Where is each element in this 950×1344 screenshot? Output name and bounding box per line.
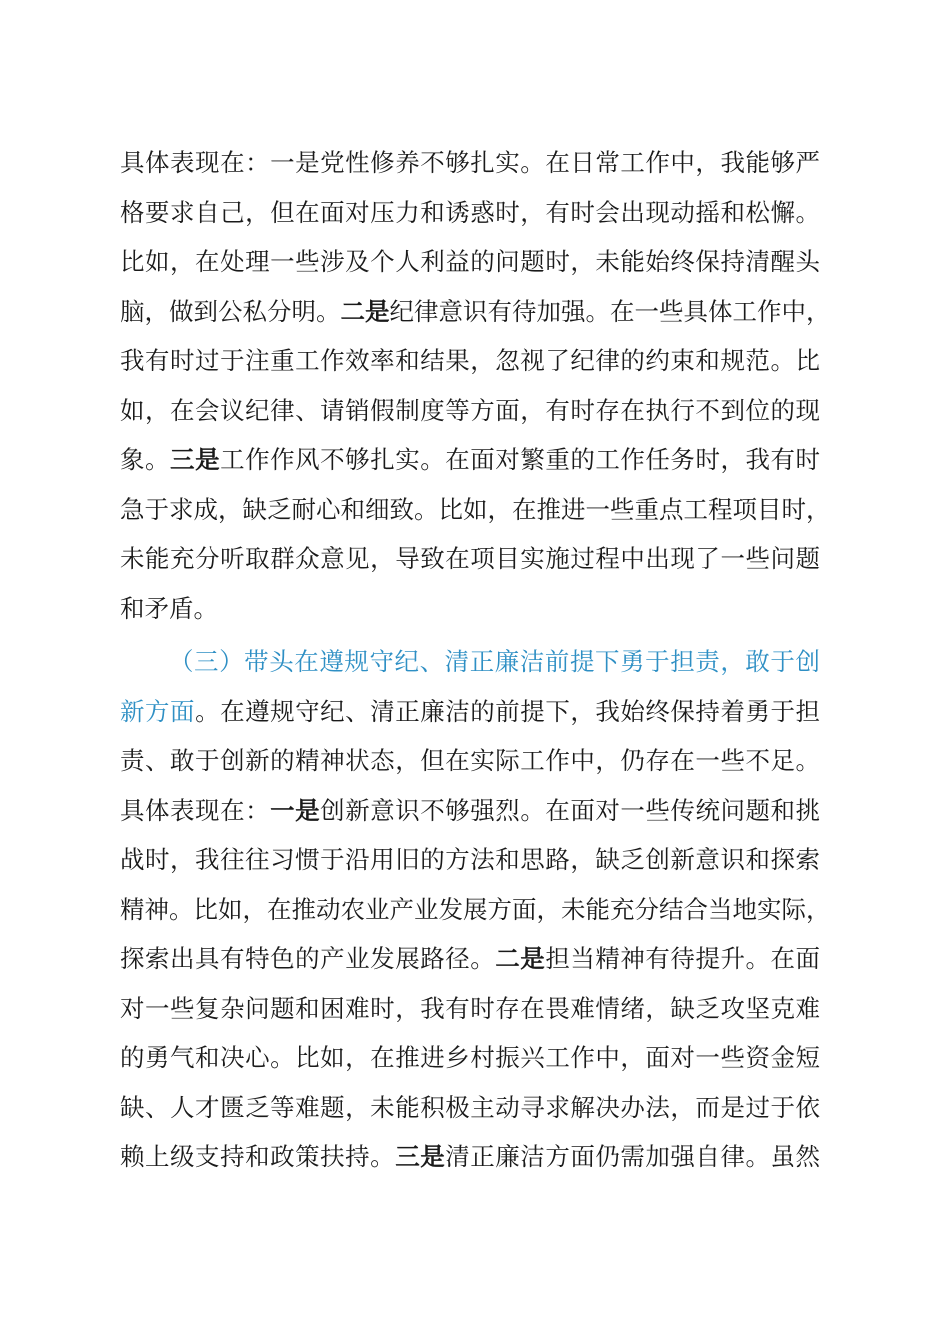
body-text: 比如，在处理一些涉及个人利益的问题时，未能始终保持清醒头 [120,247,820,276]
paragraph-section-three [120,637,831,1182]
text-line [120,835,820,885]
body-text: 脑，做到公私分明。 [120,296,341,326]
body-text: 如，在会议纪律、请销假制度等方面，有时存在执行不到位的现 [120,395,820,425]
body-text: 担当精神有待提升。在面 [545,944,821,973]
text-line [120,534,820,584]
text-line [120,1132,820,1182]
text-line [120,584,820,634]
body-text: 具体表现在： [120,795,271,825]
bold-lead-phrase: 二是 [340,296,390,326]
text-line [120,736,820,786]
body-text: 和矛盾。 [120,593,218,623]
text-line [120,786,820,836]
bold-lead-phrase: 二是 [495,944,546,973]
text-line [120,885,831,935]
text-line [120,1083,820,1133]
text-line [120,336,820,386]
body-text: 格要求自己，但在面对压力和诱惑时，有时会出现动摇和松懈。 [120,197,820,227]
body-text: 具体表现在：一是党性修养不够扎实。在日常工作中，我能够严 [120,148,820,177]
section-heading-text: （三）带头在遵规守纪、清正廉洁前提下勇于担责，敢于创 [169,647,820,676]
body-text: 对一些复杂问题和困难时，我有时存在畏难情绪，缺乏攻坚克难 [120,993,820,1023]
body-text: 我有时过于注重工作效率和结果，忽视了纪律的约束和规范。比 [120,346,820,375]
body-text: 未能充分听取群众意见，导致在项目实施过程中出现了一些问题 [120,544,820,573]
text-line [120,637,820,687]
text-line [120,485,831,535]
section-heading-text: 新方面 [120,696,196,726]
body-text: 纪律意识有待加强。在一些具体工作中， [389,296,831,326]
bold-lead-phrase: 一是 [270,795,321,825]
text-line [120,984,820,1034]
text-line [120,687,820,737]
body-text: 清正廉洁方面仍需加强自律。虽然 [445,1142,821,1171]
body-text: 责、敢于创新的精神状态，但在实际工作中，仍存在一些不足。 [120,746,820,775]
text-line [120,188,820,238]
body-text: 急于求成，缺乏耐心和细致。比如，在推进一些重点工程项目时， [120,494,831,524]
body-text: 工作作风不够扎实。在面对繁重的工作任务时，我有时 [220,445,821,474]
body-text: 缺、人才匮乏等难题，未能积极主动寻求解决办法，而是过于依 [120,1092,820,1122]
paragraph-problems-discipline [120,138,831,633]
body-text: 精神。比如，在推动农业产业发展方面，未能充分结合当地实际， [120,894,831,924]
text-line [120,435,820,485]
body-text: 探索出具有特色的产业发展路径。 [120,944,496,973]
body-text: 赖上级支持和政策扶持。 [120,1142,396,1171]
text-line [120,386,820,436]
text-line [120,287,831,337]
bold-lead-phrase: 三是 [395,1142,446,1171]
text-line [120,1033,820,1083]
text-line [120,237,820,287]
bold-lead-phrase: 三是 [170,445,221,474]
body-text: 。在遵规守纪、清正廉洁的前提下，我始终保持着勇于担 [195,696,821,726]
body-text: 创新意识不够强烈。在面对一些传统问题和挑 [320,795,821,825]
body-text: 战时，我往往习惯于沿用旧的方法和思路，缺乏创新意识和探索 [120,845,820,874]
text-line [120,934,820,984]
body-text: 象。 [120,445,171,474]
body-text: 的勇气和决心。比如，在推进乡村振兴工作中，面对一些资金短 [120,1043,820,1072]
text-line [120,138,820,188]
